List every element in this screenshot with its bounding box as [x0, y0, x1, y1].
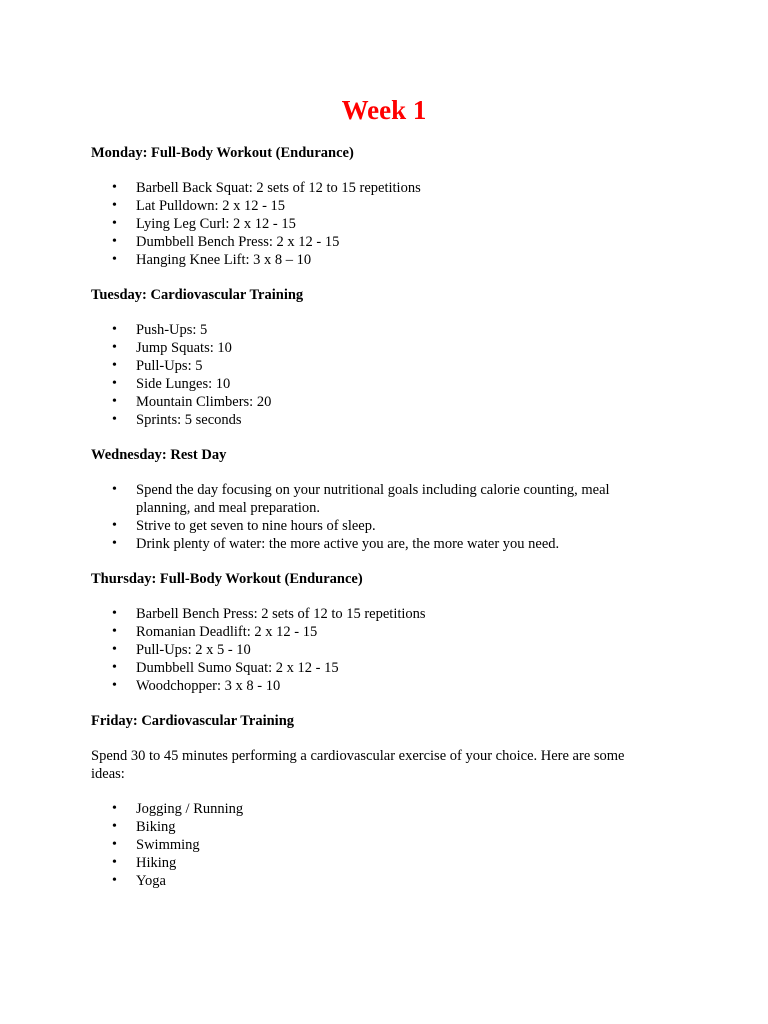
list-item: • Pull-Ups: 5 [91, 357, 661, 375]
monday-heading: Monday: Full-Body Workout (Endurance) [91, 145, 354, 161]
list-item: • Side Lunges: 10 [91, 375, 661, 393]
list-item: • Barbell Bench Press: 2 sets of 12 to 15 repetitions [91, 605, 661, 623]
thursday-list [91, 605, 661, 695]
page-title: Week 1 [341, 95, 427, 125]
list-item: • Lat Pulldown: 2 x 12 - 15 [91, 197, 661, 215]
document-body [91, 144, 661, 890]
list-item: • Push-Ups: 5 [91, 321, 661, 339]
list-item: • Jogging / Running [91, 800, 661, 818]
list-item: • Strive to get seven to nine hours of sleep. [91, 517, 661, 535]
list-item: • Dumbbell Sumo Squat: 2 x 12 - 15 [91, 659, 661, 677]
thursday-heading: Thursday: Full-Body Workout (Endurance) [91, 571, 363, 587]
list-item: • Mountain Climbers: 20 [91, 393, 661, 411]
friday-intro: Spend 30 to 45 minutes performing a cardiovascular exercise of your choice. Here are some ideas: [91, 748, 625, 782]
list-item: • Sprints: 5 seconds [91, 411, 661, 429]
monday-list [91, 179, 661, 269]
list-item: • Swimming [91, 836, 661, 854]
friday-heading: Friday: Cardiovascular Training [91, 713, 295, 729]
list-item: • Barbell Back Squat: 2 sets of 12 to 15 repetitions [91, 179, 661, 197]
list-item: • Dumbbell Bench Press: 2 x 12 - 15 [91, 233, 661, 251]
list-item: • Hanging Knee Lift: 3 x 8 – 10 [91, 251, 661, 269]
list-item: • Biking [91, 818, 661, 836]
tuesday-list [91, 321, 661, 429]
list-item: • Pull-Ups: 2 x 5 - 10 [91, 641, 661, 659]
wednesday-list [91, 481, 661, 553]
friday-list [91, 800, 661, 890]
list-item: • Drink plenty of water: the more active you are, the more water you need. [91, 535, 661, 553]
wednesday-heading: Wednesday: Rest Day [91, 447, 227, 463]
list-item: • Lying Leg Curl: 2 x 12 - 15 [91, 215, 661, 233]
tuesday-heading: Tuesday: Cardiovascular Training [91, 287, 304, 303]
list-item: • Romanian Deadlift: 2 x 12 - 15 [91, 623, 661, 641]
list-item: • Spend the day focusing on your nutritional goals including calorie counting, meal planning, and meal preparation. [91, 481, 661, 517]
list-item: • Woodchopper: 3 x 8 - 10 [91, 677, 661, 695]
list-item: • Yoga [91, 872, 661, 890]
list-item: • Hiking [91, 854, 661, 872]
list-item: • Jump Squats: 10 [91, 339, 661, 357]
